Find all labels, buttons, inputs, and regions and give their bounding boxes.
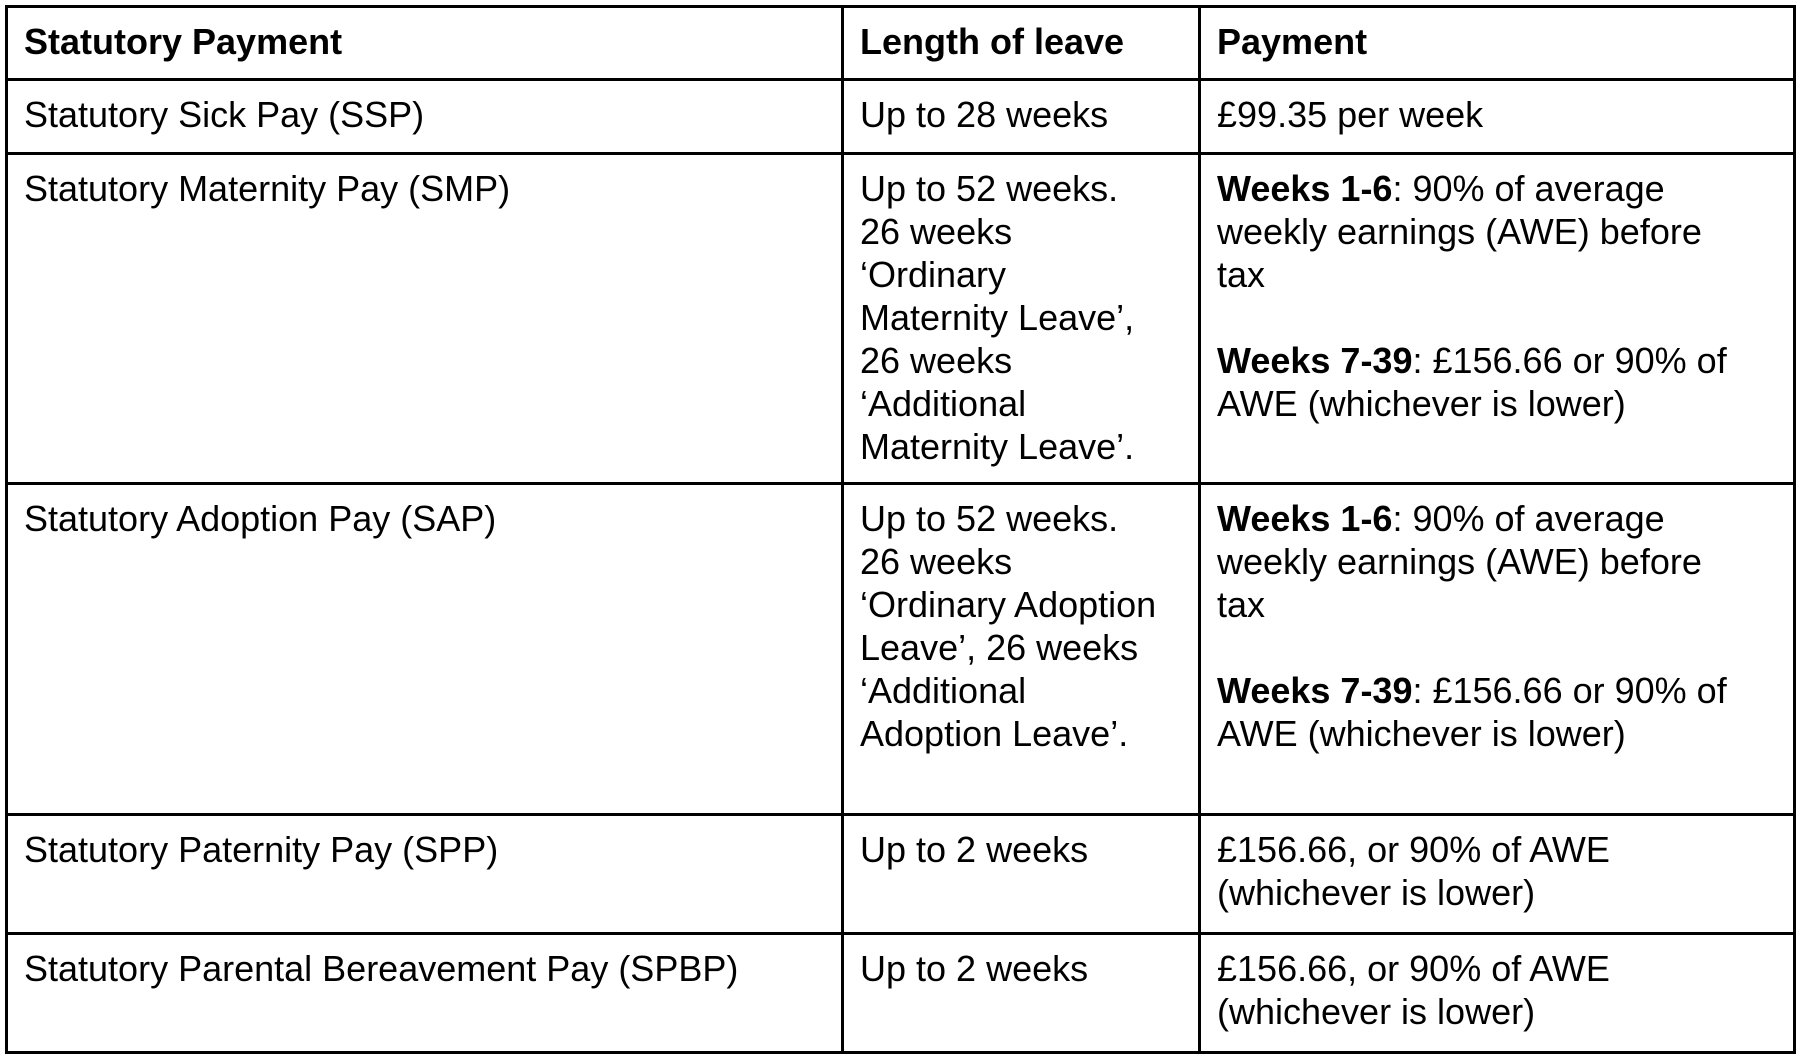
payment-paragraph	[1217, 669, 1779, 755]
cell-payment	[1200, 815, 1795, 934]
leave-text-line: Adoption Leave’.	[860, 713, 1129, 754]
cell-payment	[1200, 484, 1795, 815]
leave-text-line: 26 weeks	[860, 340, 1013, 381]
leave-text-line: 26 weeks	[860, 211, 1013, 252]
payment-text-line	[1217, 167, 1779, 210]
payment-detail-text: AWE (whichever is lower)	[1217, 383, 1626, 424]
cell-length-of-leave	[843, 484, 1200, 815]
leave-text-line: Up to 52 weeks.	[860, 498, 1119, 539]
payment-detail-text: : £156.66 or 90% of	[1412, 670, 1727, 711]
payment-text-line	[1217, 382, 1779, 425]
payment-text-line	[1217, 339, 1779, 382]
header-statutory-payment: Statutory Payment	[7, 7, 843, 80]
payment-text-line	[1217, 990, 1779, 1033]
payment-paragraph	[1217, 947, 1779, 1033]
payment-week-range: Weeks 7-39	[1217, 670, 1413, 711]
cell-payment-type: Statutory Parental Bereavement Pay (SPBP)	[7, 934, 843, 1053]
table-row	[7, 484, 1795, 815]
cell-length-of-leave	[843, 815, 1200, 934]
payment-text-line	[1217, 497, 1779, 540]
table-row	[7, 80, 1795, 154]
payment-week-range: Weeks 1-6	[1217, 498, 1393, 539]
payment-detail-text: : 90% of average	[1392, 498, 1665, 539]
leave-text-line: 26 weeks	[860, 541, 1013, 582]
leave-text-line: ‘Ordinary	[860, 254, 1007, 295]
payment-text-line	[1217, 871, 1779, 914]
table-row	[7, 815, 1795, 934]
header-length-of-leave: Length of leave	[843, 7, 1200, 80]
payment-detail-text: tax	[1217, 254, 1266, 295]
payment-text-line	[1217, 93, 1779, 136]
leave-text-line: Up to 2 weeks	[860, 829, 1089, 870]
payment-detail-text: : 90% of average	[1392, 168, 1665, 209]
leave-text-line: Leave’, 26 weeks	[860, 627, 1139, 668]
table-row	[7, 934, 1795, 1053]
payment-paragraph	[1217, 339, 1779, 425]
payment-week-range: Weeks 1-6	[1217, 168, 1393, 209]
cell-payment	[1200, 80, 1795, 154]
payment-detail-text: £156.66, or 90% of AWE	[1217, 948, 1610, 989]
cell-length-of-leave	[843, 80, 1200, 154]
payment-detail-text: £99.35 per week	[1217, 94, 1484, 135]
payment-detail-text: (whichever is lower)	[1217, 991, 1536, 1032]
leave-text-line: ‘Ordinary Adoption	[860, 584, 1157, 625]
payment-detail-text: tax	[1217, 584, 1266, 625]
cell-payment	[1200, 934, 1795, 1053]
header-payment: Payment	[1200, 7, 1795, 80]
payment-text-line	[1217, 540, 1779, 583]
payment-detail-text: £156.66, or 90% of AWE	[1217, 829, 1610, 870]
payment-paragraph	[1217, 828, 1779, 914]
cell-payment	[1200, 154, 1795, 484]
payment-paragraph	[1217, 93, 1779, 136]
leave-text-line: Up to 52 weeks.	[860, 168, 1119, 209]
cell-length-of-leave	[843, 934, 1200, 1053]
table-header-row	[7, 7, 1795, 80]
payment-detail-text: weekly earnings (AWE) before	[1217, 211, 1702, 252]
leave-text-line: Up to 2 weeks	[860, 948, 1089, 989]
table-row	[7, 154, 1795, 484]
payment-text-line	[1217, 583, 1779, 626]
payment-detail-text: AWE (whichever is lower)	[1217, 713, 1626, 754]
leave-text-line: ‘Additional	[860, 670, 1027, 711]
payment-detail-text: : £156.66 or 90% of	[1412, 340, 1727, 381]
payment-detail-text: weekly earnings (AWE) before	[1217, 541, 1702, 582]
cell-payment-type: Statutory Maternity Pay (SMP)	[7, 154, 843, 484]
statutory-payments-table	[5, 5, 1796, 1054]
payment-text-line	[1217, 210, 1779, 253]
payment-week-range: Weeks 7-39	[1217, 340, 1413, 381]
cell-payment-type: Statutory Paternity Pay (SPP)	[7, 815, 843, 934]
payment-text-line	[1217, 828, 1779, 871]
cell-payment-type: Statutory Sick Pay (SSP)	[7, 80, 843, 154]
payment-detail-text: (whichever is lower)	[1217, 872, 1536, 913]
leave-text-line: Maternity Leave’,	[860, 297, 1135, 338]
payment-paragraph	[1217, 497, 1779, 626]
cell-payment-type: Statutory Adoption Pay (SAP)	[7, 484, 843, 815]
payment-text-line	[1217, 947, 1779, 990]
payment-paragraph	[1217, 167, 1779, 296]
leave-text-line: Up to 28 weeks	[860, 94, 1109, 135]
leave-text-line: ‘Additional	[860, 383, 1027, 424]
payment-text-line	[1217, 712, 1779, 755]
leave-text-line: Maternity Leave’.	[860, 426, 1135, 467]
cell-length-of-leave	[843, 154, 1200, 484]
payment-text-line	[1217, 669, 1779, 712]
payment-text-line	[1217, 253, 1779, 296]
